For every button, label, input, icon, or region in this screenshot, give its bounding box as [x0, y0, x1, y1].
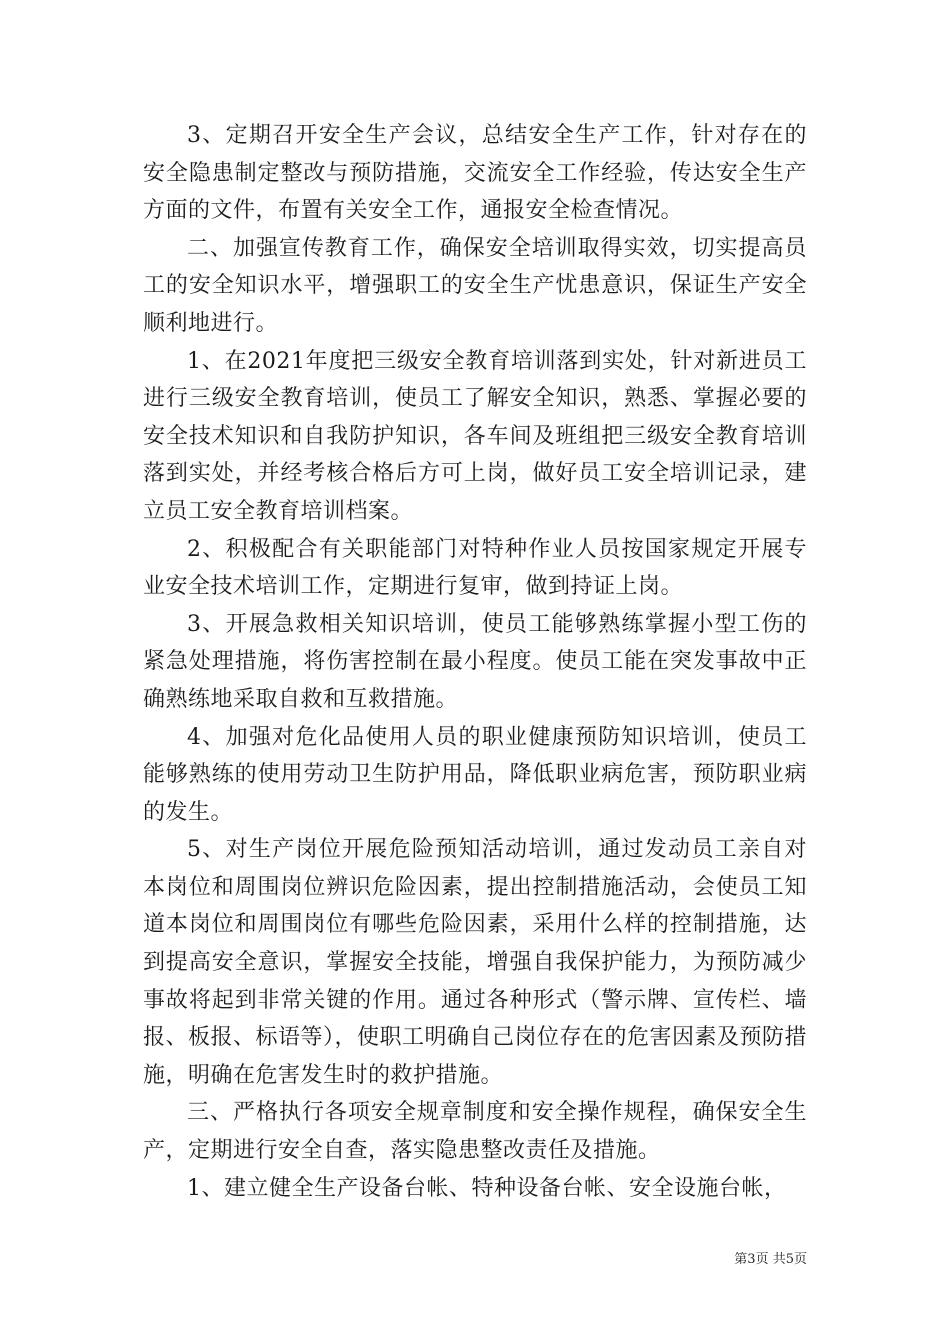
footer-prefix: 第: [734, 1252, 748, 1267]
paragraph-section-3-meetings: 3、定期召开安全生产会议，总结安全生产工作，针对存在的安全隐患制定整改与预防措施，交流安全工作经验，传达安全生产方面的文件，布置有关安全工作，通报安全检查情况。: [143, 123, 807, 224]
footer-middle: 页 共: [755, 1252, 786, 1267]
page-number-footer: [734, 1252, 807, 1268]
paragraph-item-3-first-aid: 3、开展急救相关知识培训，使员工能够熟练掌握小型工伤的紧急处理措施，将伤害控制在最小程度。使员工能在突发事故中正确熟练地采取自救和互救措施。: [143, 611, 807, 712]
paragraph-item-1-training: 1、在2021年度把三级安全教育培训落到实处，针对新进员工进行三级安全教育培训，使员工了解安全知识，熟悉、掌握必要的安全技术知识和自我防护知识，各车间及班组把三级安全教育培训落到实处，并经考核合格后方可上岗，做好员工安全培训记录，建立员工安全教育培训档案。: [143, 348, 807, 524]
paragraph-item-4-hazardous-chemicals: 4、加强对危化品使用人员的职业健康预防知识培训，使员工能够熟练的使用劳动卫生防护用品，降低职业病危害，预防职业病的发生。: [143, 724, 807, 825]
paragraph-heading-3-regulations: 三、严格执行各项安全规章制度和安全操作规程，确保安全生产，定期进行安全自查，落实隐患整改责任及措施。: [143, 1100, 807, 1164]
footer-total-pages: 5: [785, 1252, 794, 1267]
paragraph-item-1-ledgers: 1、建立健全生产设备台帐、特种设备台帐、安全设施台帐，: [187, 1175, 787, 1201]
footer-current-page: 3: [747, 1252, 756, 1267]
document-body: [143, 117, 807, 1207]
paragraph-heading-2-education: 二、加强宣传教育工作，确保安全培训取得实效，切实提高员工的安全知识水平，增强职工的安全生产忧患意识，保证生产安全顺利地进行。: [143, 235, 807, 336]
footer-suffix: 页: [793, 1252, 807, 1267]
paragraph-item-2-special-operators: 2、积极配合有关职能部门对特种作业人员按国家规定开展专业安全技术培训工作，定期进行复审，做到持证上岗。: [143, 536, 807, 600]
paragraph-item-5-hazard-prediction: 5、对生产岗位开展危险预知活动培训，通过发动员工亲自对本岗位和周围岗位辨识危险因素，提出控制措施活动，会使员工知道本岗位和周围岗位有哪些危险因素，采用什么样的控制措施，达到提高安全意识，掌握安全技能，增强自我保护能力，为预防减少事故将起到非常关键的作用。通过各种形式（警示牌、宣传栏、墙报、板报、标语等），使职工明确自己岗位存在的危害因素及预防措施，明确在危害发生时的救护措施。: [143, 837, 808, 1088]
